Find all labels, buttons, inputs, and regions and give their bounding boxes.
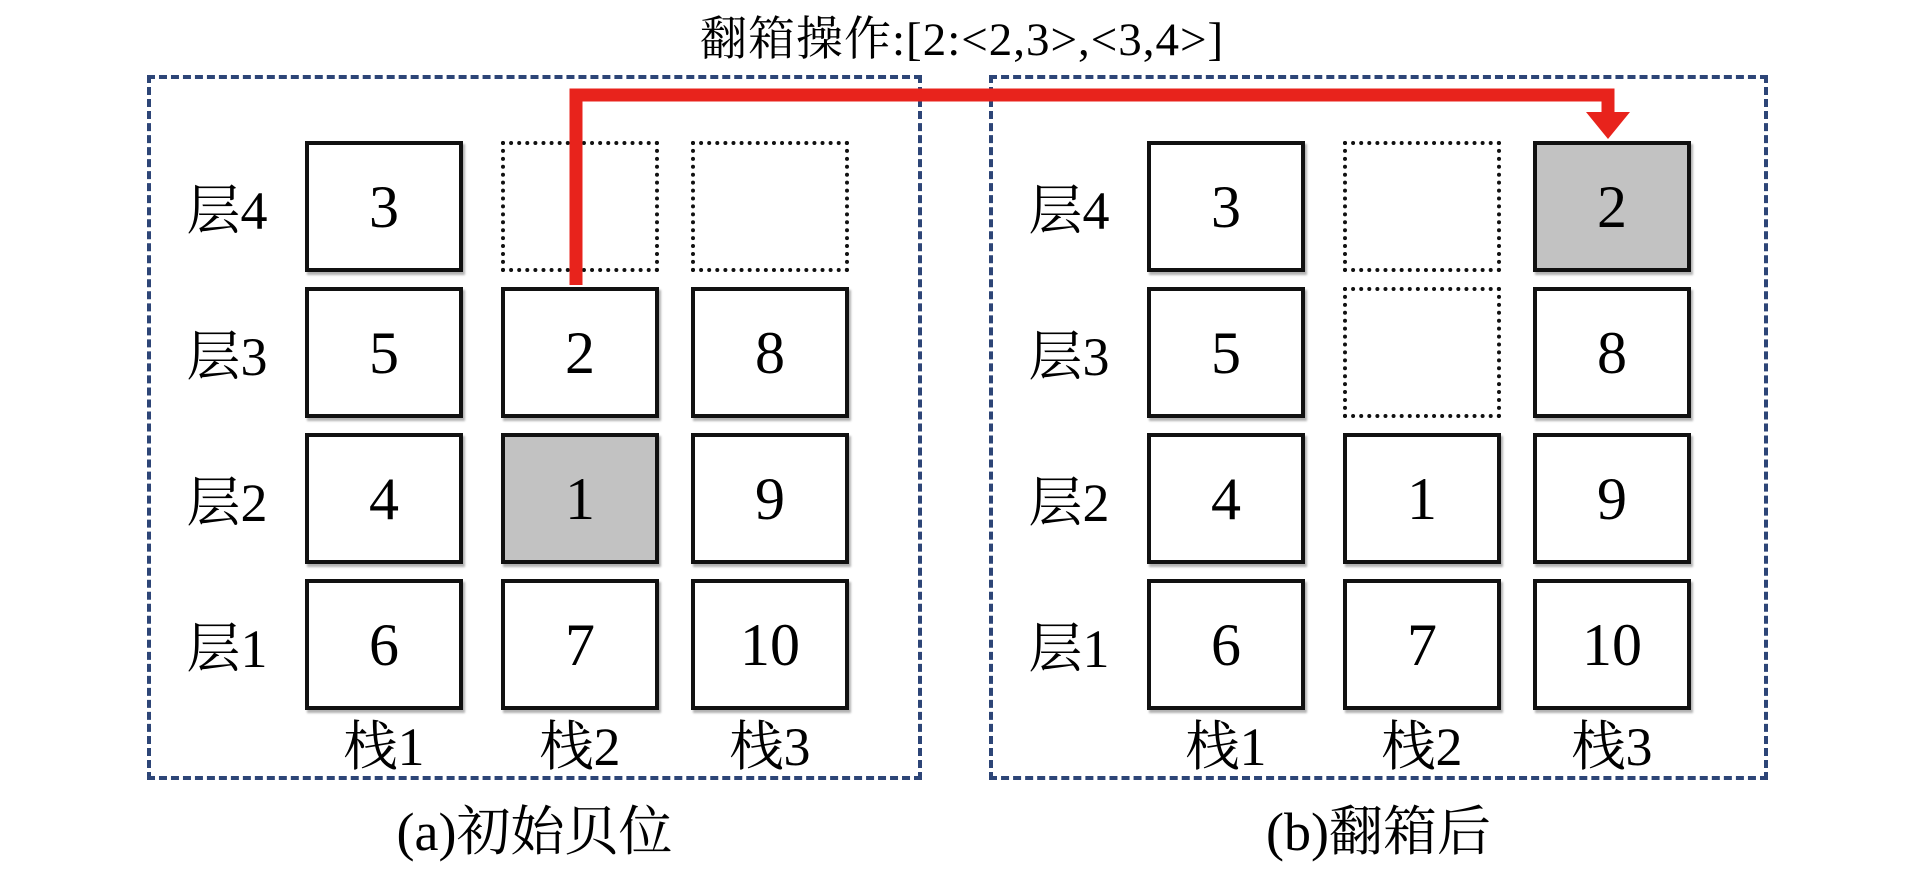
container-box: [501, 287, 659, 418]
container-number: 10: [1582, 611, 1642, 678]
container-number: 6: [1211, 611, 1241, 678]
container-number: 4: [369, 465, 399, 532]
container-box: [691, 433, 849, 564]
container-number: 2: [565, 319, 595, 386]
stack-label: 栈1: [343, 716, 425, 777]
empty-slot: [501, 141, 659, 272]
stack-label: 栈2: [539, 716, 621, 777]
container-number: 3: [369, 173, 399, 240]
container-number: 2: [1597, 173, 1627, 240]
empty-slot: [691, 141, 849, 272]
container-box: [305, 287, 463, 418]
empty-slot: [1343, 141, 1501, 272]
tier-label: 层2: [1028, 473, 1110, 533]
container-box: [305, 141, 463, 272]
container-number: 1: [565, 465, 595, 532]
container-box: [691, 287, 849, 418]
container-box: [1533, 433, 1691, 564]
container-number: 7: [1407, 611, 1437, 678]
container-box: [305, 433, 463, 564]
stack-label: 栈2: [1381, 716, 1463, 777]
container-box-highlighted: [1533, 141, 1691, 272]
container-box: [1343, 433, 1501, 564]
container-number: 4: [1211, 465, 1241, 532]
figure-title: 翻箱操作:[2:<2,3>,<3,4>]: [700, 14, 1225, 66]
panel-caption-initial: (a)初始贝位: [396, 801, 673, 862]
tier-label: 层1: [1028, 619, 1110, 679]
bay-panel-initial: [147, 75, 922, 780]
container-number: 5: [369, 319, 399, 386]
tier-label: 层3: [186, 327, 268, 387]
tier-label: 层3: [1028, 327, 1110, 387]
bay-panel-after: [989, 75, 1768, 780]
stack-label: 栈3: [729, 716, 811, 777]
container-number: 8: [755, 319, 785, 386]
tier-label: 层2: [186, 473, 268, 533]
container-number: 1: [1407, 465, 1437, 532]
container-box: [1533, 287, 1691, 418]
container-box: [691, 579, 849, 710]
empty-slot: [1343, 287, 1501, 418]
container-box: [1147, 579, 1305, 710]
tier-label: 层4: [186, 181, 268, 241]
container-box: [501, 579, 659, 710]
container-number: 9: [1597, 465, 1627, 532]
container-box: [1533, 579, 1691, 710]
container-box: [1343, 579, 1501, 710]
container-number: 3: [1211, 173, 1241, 240]
container-number: 7: [565, 611, 595, 678]
container-number: 9: [755, 465, 785, 532]
container-number: 10: [740, 611, 800, 678]
container-box: [1147, 141, 1305, 272]
container-box: [305, 579, 463, 710]
tier-label: 层1: [186, 619, 268, 679]
container-number: 5: [1211, 319, 1241, 386]
container-number: 6: [369, 611, 399, 678]
stack-label: 栈3: [1571, 716, 1653, 777]
container-number: 8: [1597, 319, 1627, 386]
container-box: [1147, 433, 1305, 564]
tier-label: 层4: [1028, 181, 1110, 241]
panel-caption-after: (b)翻箱后: [1266, 801, 1491, 862]
container-box-highlighted: [501, 433, 659, 564]
stack-label: 栈1: [1185, 716, 1267, 777]
container-box: [1147, 287, 1305, 418]
